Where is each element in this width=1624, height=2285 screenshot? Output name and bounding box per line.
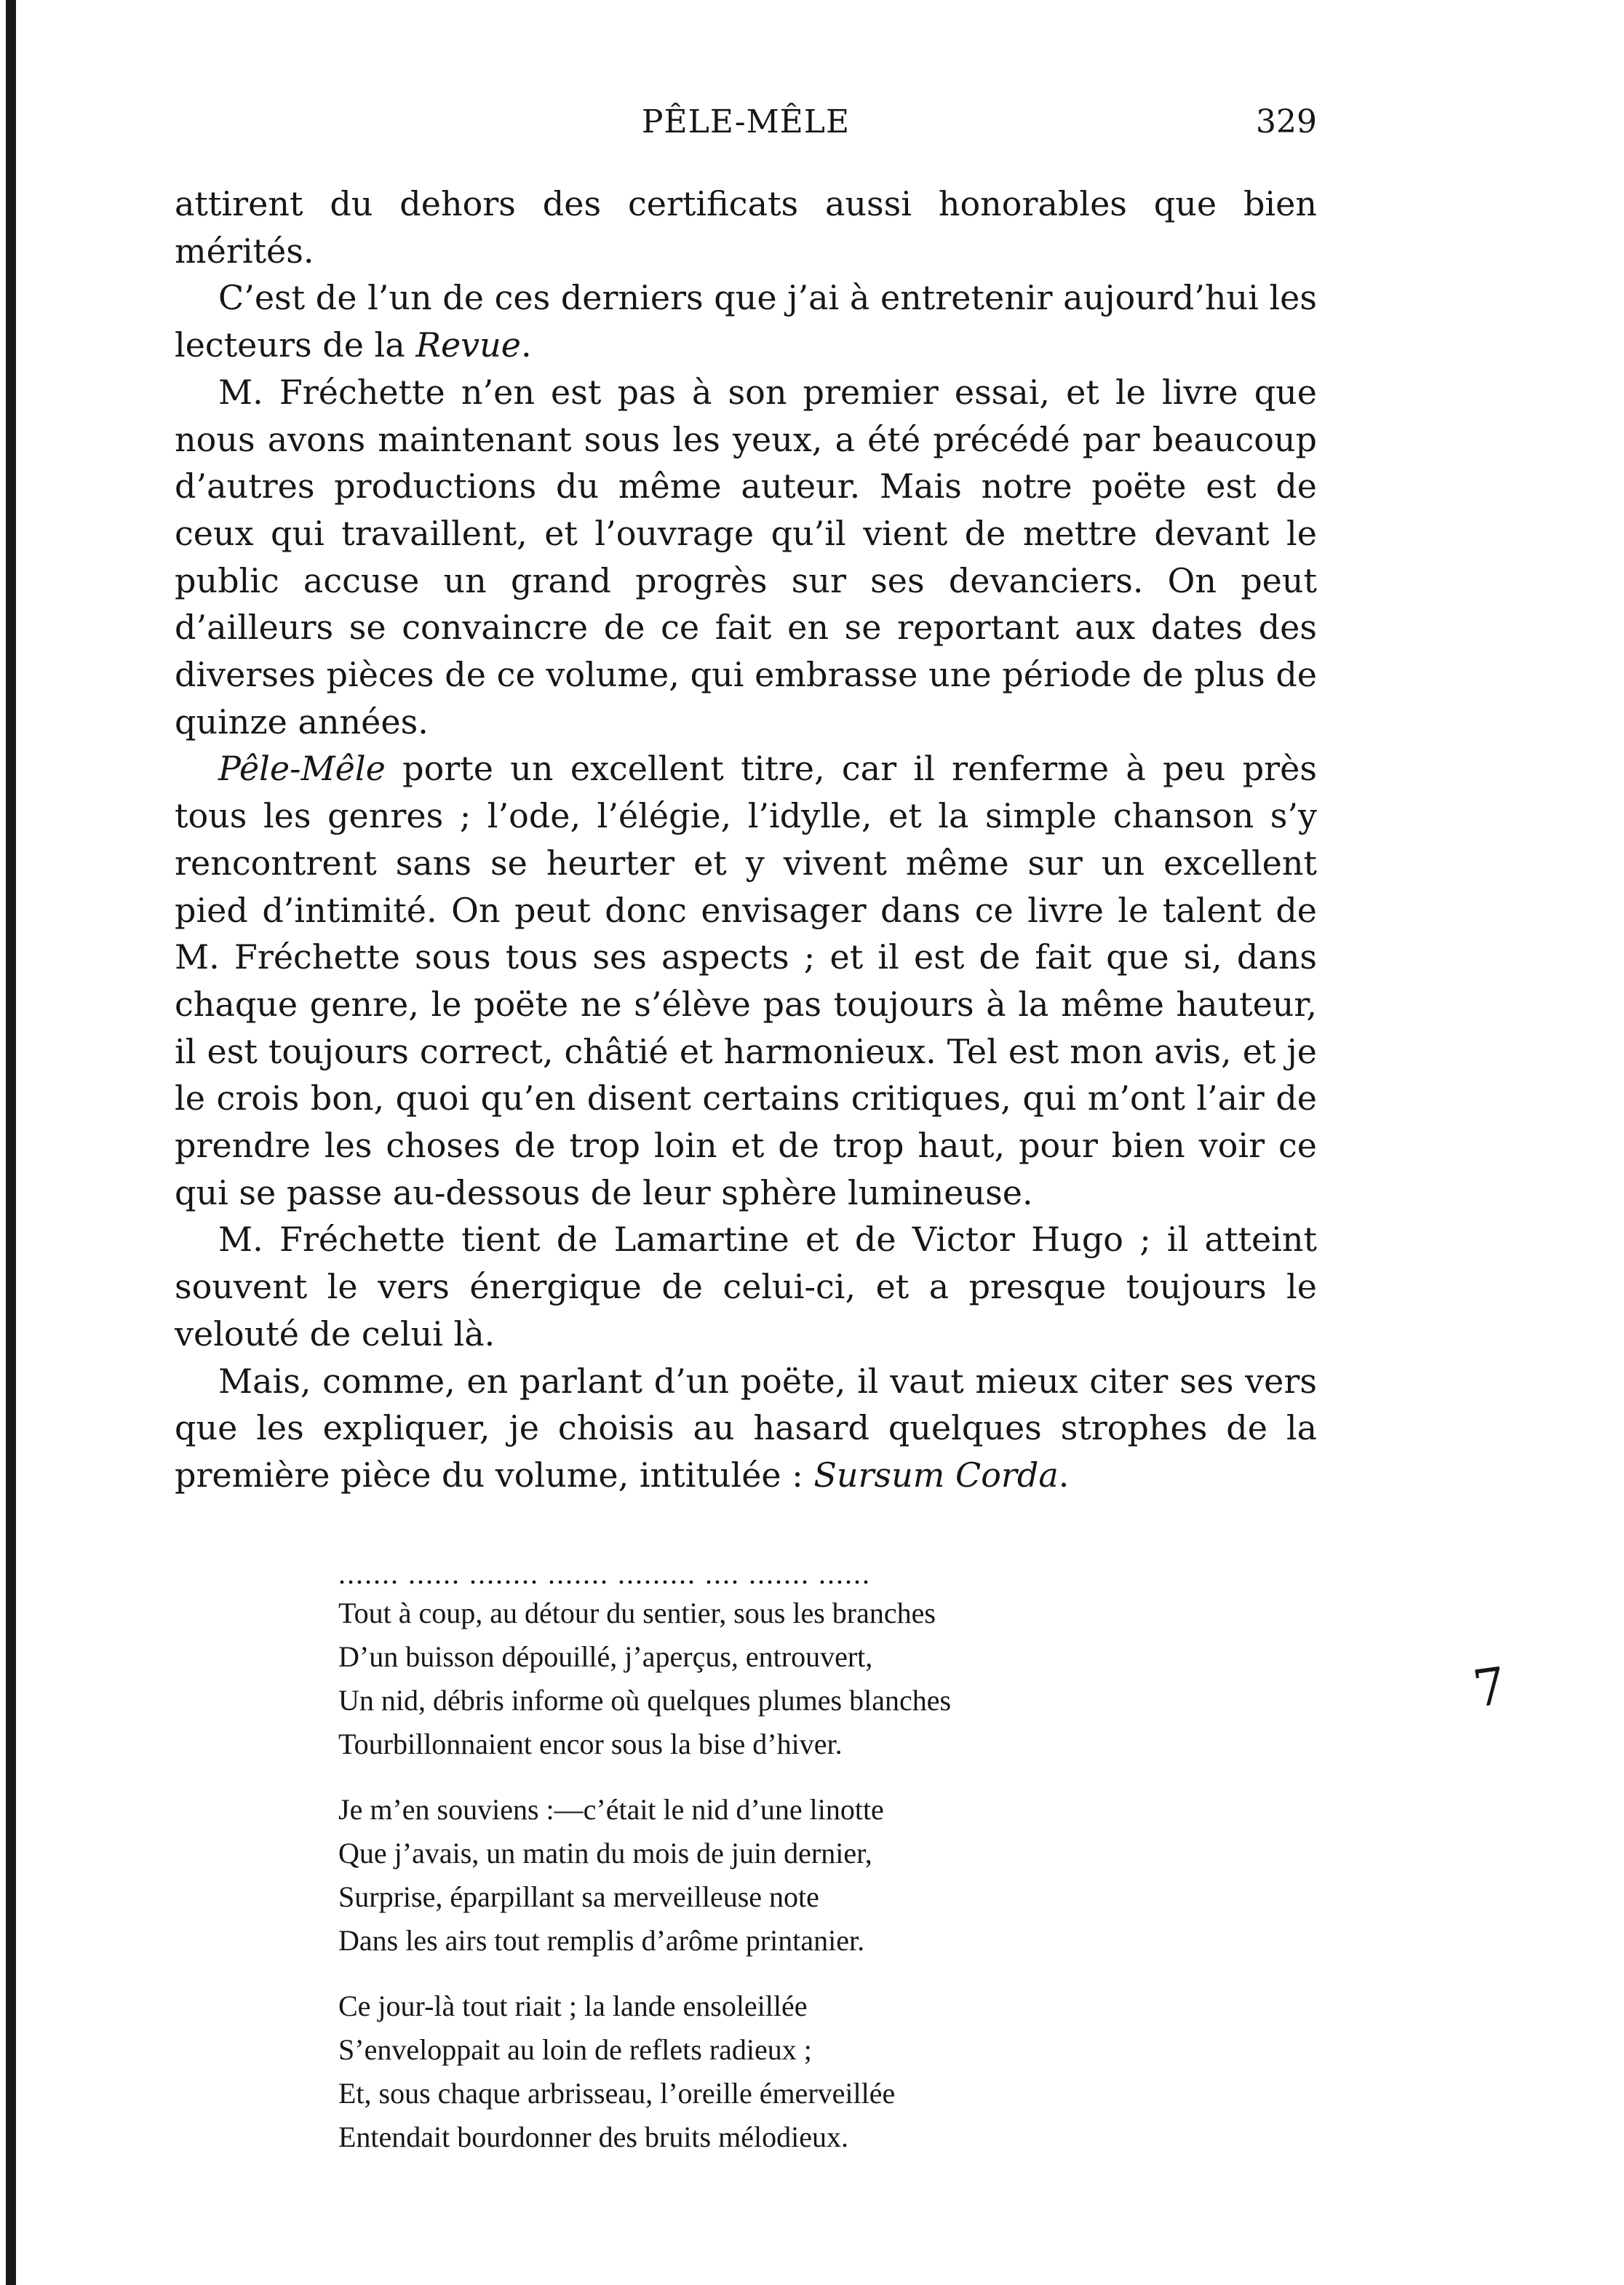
verse-stanzas: [338, 1591, 1139, 2159]
verse-stanza: [338, 1591, 1139, 1766]
verse-line: Dans les airs tout remplis d’arôme printanier.: [338, 1924, 865, 1957]
verse-line: Que j’avais, un matin du mois de juin dernier,: [338, 1837, 872, 1869]
paragraph-text: C’est de l’un de ces derniers que j’ai à entretenir aujourd’hui les lecteurs de la: [175, 278, 1317, 365]
margin-mark: 7: [1469, 1656, 1510, 1720]
running-title: PÊLE-MÊLE: [641, 103, 851, 140]
body-text: [175, 180, 1317, 1499]
paragraph-text: attirent du dehors des certificats aussi honorables que bien mérités.: [175, 184, 1317, 271]
verse-line: Tout à coup, au détour du sentier, sous les branches: [338, 1597, 936, 1629]
paragraph: [175, 369, 1317, 746]
paragraph-text: porte un excellent titre, car il renferme à peu près tous les genres ; l’ode, l’élégie, l’idylle, et la simple chanson s’y rencontrent sans se heurter et y vivent même sur un excellent pied d’intimité. On peut donc envisager dans ce livre le talent de M. Fréchette sous tous ses aspects ; et il est de fait que si, dans chaque genre, le poëte ne s’élève pas toujours à la même hauteur, il est toujours correct, châtié et harmonieux. Tel est mon avis, et je le crois bon, quoi qu’en disent certains critiques, qui m’ont l’air de prendre les choses de trop loin et de trop haut, pour bien voir ce qui se passe au-dessous de leur sphère lumineuse.: [175, 749, 1317, 1212]
verse-quotation: [338, 1557, 1139, 2181]
verse-line: Ce jour-là tout riait ; la lande ensoleillée: [338, 1990, 808, 2022]
paragraph: [175, 180, 1317, 274]
paragraph-text: M. Fréchette tient de Lamartine et de Victor Hugo ; il atteint souvent le vers énergique de celui-ci, et a presque toujours le velouté de celui là.: [175, 1220, 1317, 1354]
verse-line: Un nid, débris informe où quelques plumes blanches: [338, 1684, 952, 1717]
verse-line: Surprise, éparpillant sa merveilleuse note: [338, 1880, 819, 1913]
italic-text: Revue: [415, 325, 522, 365]
verse-line: Entendait bourdonner des bruits mélodieux.: [338, 2121, 848, 2153]
verse-line: Je m’en souviens :—c’était le nid d’une linotte: [338, 1793, 884, 1826]
verse-stanza: [338, 1984, 1139, 2159]
paragraph: [175, 274, 1317, 368]
verse-line: Et, sous chaque arbrisseau, l’oreille émerveillée: [338, 2077, 896, 2110]
page-number: 329: [1256, 103, 1317, 140]
page-header: [175, 103, 1317, 154]
paragraph: [175, 1358, 1317, 1499]
paragraph-text: .: [1058, 1455, 1070, 1495]
italic-text: Pêle-Mêle: [218, 749, 386, 789]
verse-ellipsis: ....... ...... ........ ....... ......... .... ....... ......: [338, 1557, 871, 1590]
page-binding-edge: [6, 0, 16, 2285]
paragraph-text: Mais, comme, en parlant d’un poëte, il vaut mieux citer ses vers que les expliquer, je choisis au hasard quelques strophes de la première pièce du volume, intitulée :: [175, 1361, 1317, 1495]
paragraph-text: M. Fréchette n’en est pas à son premier essai, et le livre que nous avons maintenant sous les yeux, a été précédé par beaucoup d’autres productions du même auteur. Mais notre poëte est de ceux qui travaillent, et l’ouvrage qu’il vient de mettre devant le public accuse un grand progrès sur ses devanciers. On peut d’ailleurs se convaincre de ce fait en se reportant aux dates des diverses pièces de ce volume, qui embrasse une période de plus de quinze années.: [175, 372, 1317, 742]
verse-line: S’enveloppait au loin de reflets radieux ;: [338, 2033, 812, 2066]
italic-text: Sursum Corda: [813, 1455, 1059, 1495]
verse-line: D’un buisson dépouillé, j’aperçus, entrouvert,: [338, 1640, 873, 1673]
paragraph-text: .: [521, 325, 532, 365]
paragraph: [175, 1216, 1317, 1357]
paragraph: [175, 745, 1317, 1216]
verse-stanza: [338, 1788, 1139, 1963]
verse-line: Tourbillonnaient encor sous la bise d’hiver.: [338, 1728, 843, 1760]
